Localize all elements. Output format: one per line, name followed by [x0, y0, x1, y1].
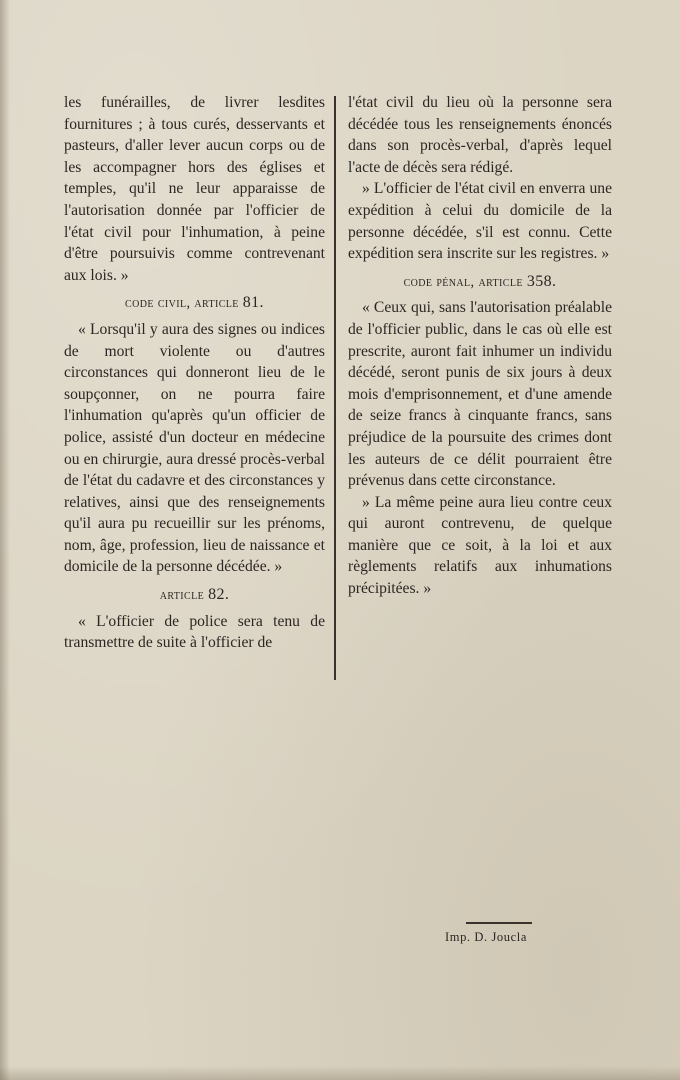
code-civil-article-81-heading [64, 292, 325, 315]
page-bottom-shadow [0, 1066, 680, 1080]
left-paragraph-3: « L'officier de police sera tenu de transmettre de suite à l'officier de [64, 612, 325, 652]
left-column [64, 92, 325, 654]
code-penal-article-358-heading [348, 271, 612, 294]
page-edge-shadow [0, 0, 10, 1080]
right-paragraph-4: » La même peine aura lieu contre ceux qui auront contrevenu, de quelque manière que ce soit, à la loi et aux règlements relatifs aux inhumations précipitées. » [348, 493, 612, 598]
right-column [348, 92, 612, 600]
heading-label: code civil, article [125, 295, 239, 312]
heading-number: 82. [208, 586, 230, 604]
heading-number: 358. [526, 272, 557, 290]
right-paragraph-2: » L'officier de l'état civil en enverra une expédition à celui du domicile de la personne décédée, s'il est connu. Cette expédition sera inscrite sur les registres. » [348, 180, 612, 263]
heading-label: article [159, 587, 205, 604]
heading-number: 81. [242, 294, 264, 312]
left-paragraph-2: « Lorsqu'il y aura des signes ou indices de mort violente ou d'autres circonstances qui donneront lieu de le soupçonner, on ne pourra faire l'inhumation qu'après qu'un officier de police, assisté d'un docteur en médecine ou en chirurgie, aura dressé procès-verbal de l'état du cadavre et des circonstances y relatives, ainsi que des renseignements qu'il aura pu recueillir sur les prénoms, nom, âge, profession, lieu de naissance et domicile de la personne décédée. » [64, 320, 325, 576]
left-paragraph-1: les funérailles, de livrer lesdites fournitures ; à tous curés, desservants et pasteurs, d'aller lever aucun corps ou de les accompagner hors des églises et temples, qu'il ne leur apparaisse de l'autorisation donnée par l'officier de l'état civil pour l'inhumation, à peine d'être poursuivis comme contrevenant aux lois. » [64, 94, 325, 284]
right-paragraph-1: l'état civil du lieu où la personne sera décédée tous les renseignements énoncés dans son procès-verbal, d'après lequel l'acte de décès sera rédigé. [348, 94, 612, 176]
printer-imprint: Imp. D. Joucla [445, 930, 527, 944]
article-82-heading [64, 584, 325, 607]
imprint-rule [466, 922, 532, 924]
heading-label: code pénal, article [403, 273, 523, 290]
column-divider [334, 96, 336, 680]
right-paragraph-3: « Ceux qui, sans l'autorisation préalable de l'officier public, dans le cas où elle est prescrite, auront fait inhumer un individu décédé, seront punis de six jours à deux mois d'emprisonnement, et d'une amende de seize francs à cinquante francs, sans préjudice de la poursuite des crimes dont les auteurs de ce délit pourraient être prévenus dans cette circonstance. [348, 299, 612, 490]
